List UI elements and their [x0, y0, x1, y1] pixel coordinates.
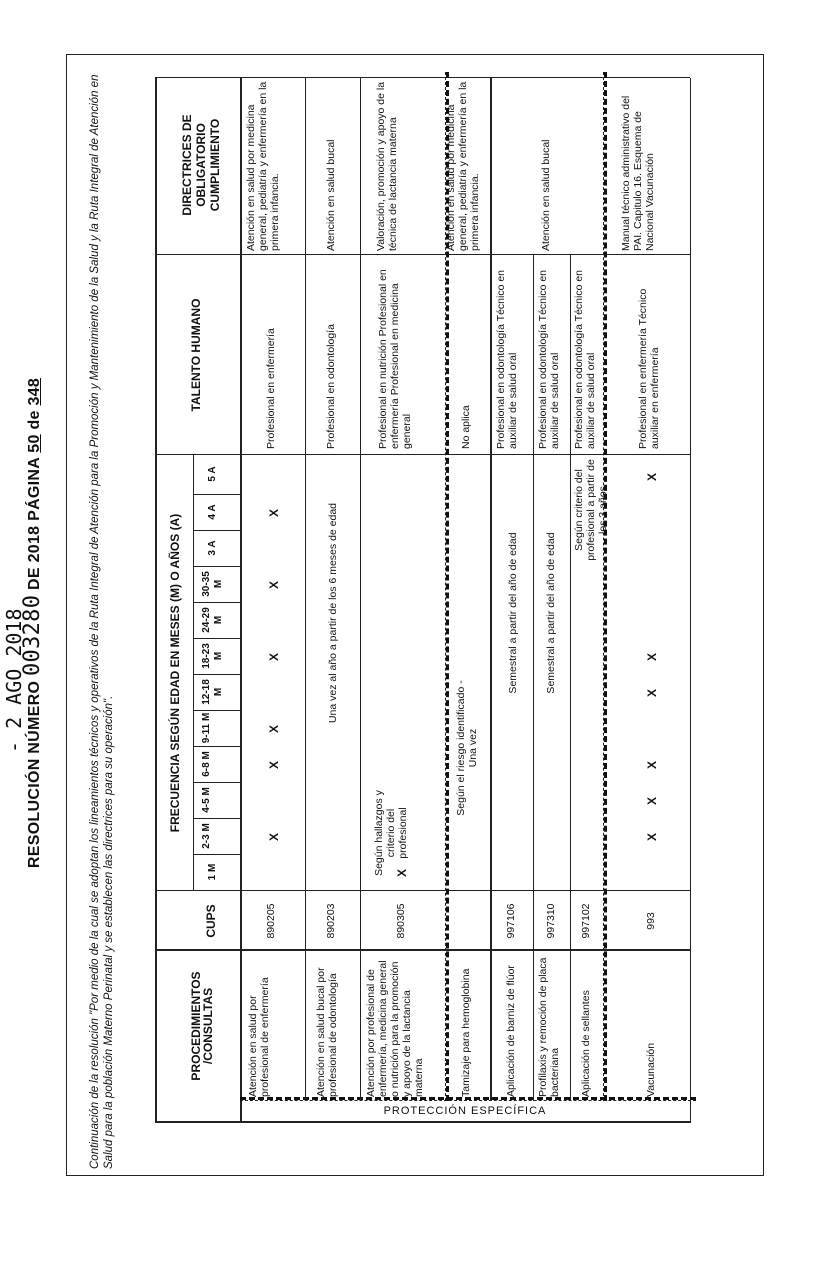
x-mark: X [267, 508, 281, 517]
rule [193, 455, 194, 891]
x-mark: X [267, 760, 281, 769]
cups-cell: 890305 [395, 903, 407, 939]
cups-cell: 993 [645, 912, 657, 930]
title-prefix: RESOLUCIÓN NÚMERO [26, 680, 43, 869]
x-mark: X [267, 652, 281, 661]
page-sep: de [26, 410, 43, 430]
procedure-cell: Vacunación [645, 1042, 657, 1097]
directive-cell: Valoración, promoción y apoyo de la técnica de lactancia materna [375, 81, 399, 251]
rule [533, 255, 534, 1101]
talent-cell: Profesional en enfermería [265, 328, 277, 449]
age-label: 4 A [207, 504, 218, 520]
age-label: 12-18 M [201, 679, 224, 705]
age-label: 18-23 M [201, 643, 224, 669]
rule [240, 1097, 696, 1101]
freq-note: Una vez al año a partir de los 6 meses de edad [327, 502, 339, 724]
page-number: 50 [26, 434, 43, 453]
x-mark: X [645, 688, 659, 697]
section-label: PROTECCIÓN ESPECÍFICA [383, 1105, 547, 1117]
x-mark: X [645, 652, 659, 661]
procedure-cell: Tamizaje para hemoglobina [460, 968, 472, 1097]
x-mark: X [395, 868, 409, 877]
procedure-cell: Atención en salud bucal por profesional de odontología [315, 967, 339, 1097]
talent-cell: No aplica [460, 405, 472, 449]
talent-cell: Profesional en odontología Técnico en auxiliar de salud oral [537, 269, 561, 449]
directive-cell: Atención en salud por medicina general, pediatría y enfermería en la primera infancia. [245, 81, 281, 251]
talent-cell: Profesional en odontología Técnico en auxiliar de salud oral [495, 269, 519, 449]
age-label: 3 A [207, 540, 218, 556]
header-directives: DIRECTRICES DE OBLIGATORIO CUMPLIMIENTO [180, 114, 222, 216]
rule [155, 454, 690, 455]
rule [240, 78, 242, 1123]
rule [155, 949, 690, 951]
procedure-cell: Atención en salud por profesional de enfermería [247, 977, 271, 1097]
age-label: 4-5 M [201, 787, 212, 813]
age-label: 24-29 M [201, 607, 224, 633]
cups-cell: 890203 [325, 903, 337, 939]
age-label: 9-11 M [201, 712, 212, 744]
freq-note: Según el riesgo identificado - Una vez [455, 680, 479, 816]
x-mark: X [645, 796, 659, 805]
cups-cell: 997102 [580, 903, 592, 939]
procedures-table [155, 78, 690, 1123]
talent-cell: Profesional en nutrición Profesional en enfermería Profesional en medicina general [377, 269, 413, 449]
procedure-cell: Aplicación de barniz de flúor [505, 965, 517, 1097]
age-label: 30-35 M [201, 571, 224, 597]
rule [155, 890, 690, 891]
x-mark: X [267, 580, 281, 589]
age-label: 6-8 M [201, 751, 212, 777]
freq-note: Según criterio del profesional a partir de los 3 años [573, 459, 609, 561]
cups-cell: 997310 [545, 903, 557, 939]
rule [690, 78, 691, 1123]
cups-cell: 997106 [505, 903, 517, 939]
resolution-title [20, 273, 45, 973]
continuation-text: Continuación de la resolución "Por medio de la cual se adoptan los lineamientos técnicos y operativos de la Ruta Integral de Atención para la Promoción y Mantenimiento de la Salud y la Ruta Integral de Atención en Salud para la población Materno Perinatal y se establecen las directrices para su operación". [89, 74, 115, 1169]
header-cups: CUPS [204, 904, 218, 938]
age-label: 5 A [207, 466, 218, 482]
x-mark: X [645, 832, 659, 841]
x-mark: X [267, 832, 281, 841]
freq-note: Semestral a partir del año de edad [507, 532, 519, 694]
header-frequency: FRECUENCIA SEGÚN EDAD EN MESES (M) O AÑOS (A) [168, 513, 182, 833]
received-date-stamp: - 2 AGO 2018 [2, 608, 26, 753]
rule [155, 1121, 690, 1123]
procedure-cell: Aplicación de sellantes [580, 990, 592, 1097]
freq-note: Según hallazgos y criterio del profesional [373, 790, 409, 876]
section-label-cell [250, 1103, 680, 1121]
freq-note: Semestral a partir del año de edad [545, 532, 557, 694]
header-talent: TALENTO HUMANO [189, 298, 203, 412]
talent-cell: Profesional en enfermería Técnico auxiliar en enfermería [637, 288, 661, 449]
rule [360, 78, 361, 1101]
rule [603, 72, 607, 1101]
header-procedures: PROCEDIMIENTOS /CONSULTAS [189, 971, 215, 1081]
x-mark: X [645, 472, 659, 481]
talent-cell: Profesional en odontología [325, 324, 337, 449]
resolution-number: 003280 [20, 594, 45, 677]
directive-cell: Atención en salud bucal [540, 139, 552, 251]
procedure-cell: Profilaxis y remoción de placa bacteriana [537, 957, 561, 1097]
talent-cell: Profesional en odontología Técnico en auxiliar de salud oral [573, 269, 597, 449]
directive-cell: Atención en salud por medicina general, pediatría y enfermería en la primera infancia. [445, 81, 481, 251]
rule [570, 255, 571, 1101]
rule [490, 78, 492, 1101]
cups-cell: 890205 [265, 903, 277, 939]
page-total: 348 [26, 377, 43, 406]
age-label: 1 M [207, 863, 218, 881]
procedure-cell: Atención por profesional de enfermería, medicina general o nutrición para la promoción y apoyo de la lactancia materna [365, 960, 425, 1097]
age-label: 2-3 M [201, 823, 212, 849]
directive-cell: Atención en salud bucal [325, 139, 337, 251]
rule [155, 254, 690, 255]
x-mark: X [645, 760, 659, 769]
rule [155, 78, 157, 1123]
x-mark: X [267, 724, 281, 733]
directive-cell: Manual técnico administrativo del PAI. Capitulo 16. Esquema de Nacional Vacunación [620, 95, 656, 251]
title-mid: DE 2018 PÁGINA [26, 457, 43, 590]
rule [305, 78, 306, 1101]
rule [155, 77, 690, 78]
